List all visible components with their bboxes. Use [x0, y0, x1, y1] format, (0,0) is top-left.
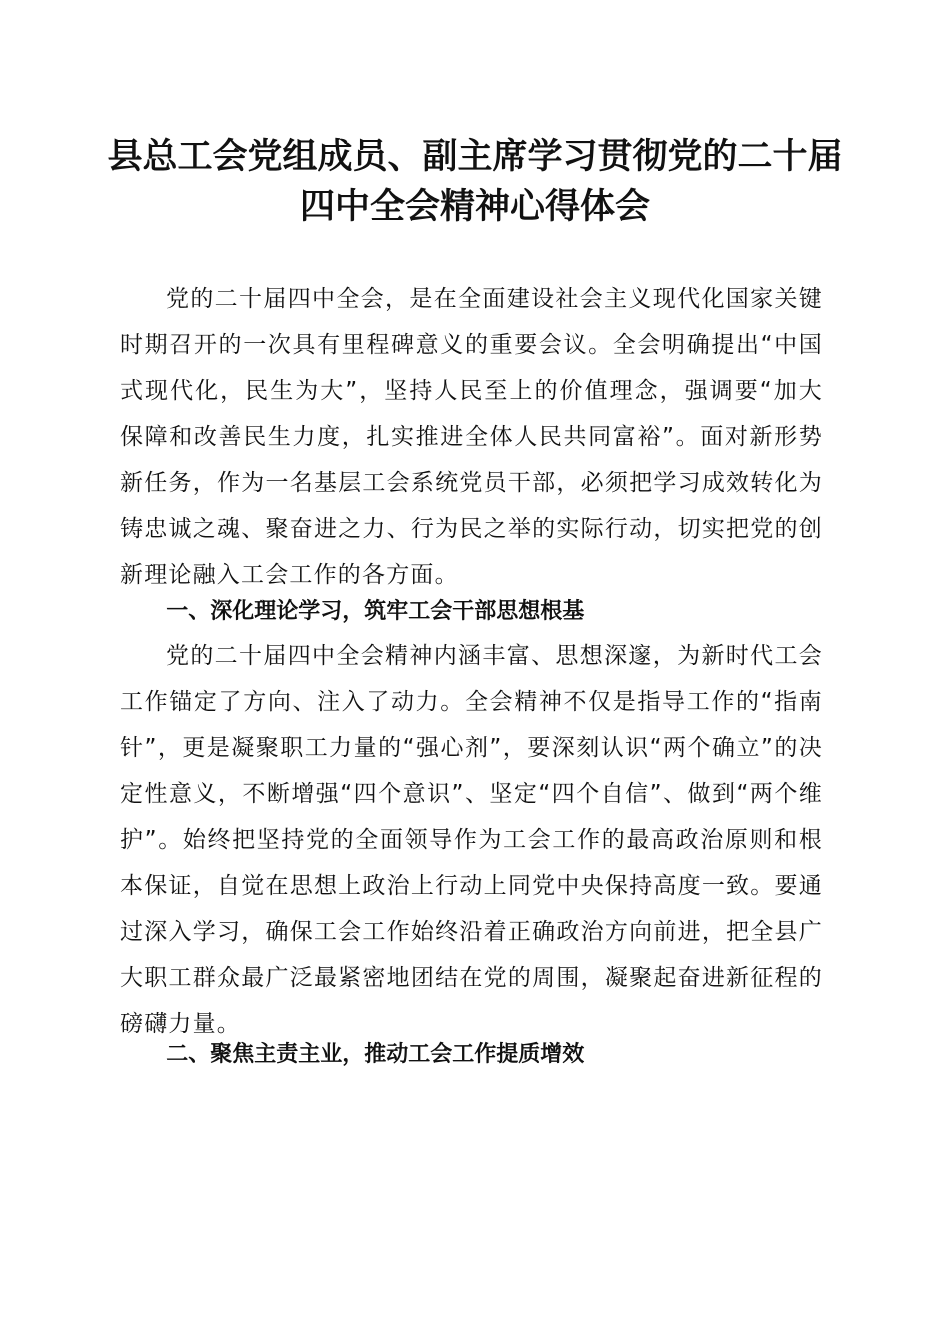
section-heading-2: 二、聚焦主责主业，推动工会工作提质增效	[166, 1042, 585, 1067]
section-1-paragraph: 党的二十届四中全会精神内涵丰富、思想深邃，为新时代工会工作锚定了方向、注入了动力。全会精神不仅是指导工作的“指南针”，更是凝聚职工力量的“强心剂”，要深刻认识“两个确立”的决定性意义，不断增强“四个意识”、坚定“四个自信”、做到“两个维护”。始终把坚持党的全面领导作为工会工作的最高政治原则和根本保证，自觉在思想上政治上行动上同党中央保持高度一致。要通过深入学习，确保工会工作始终沿着正确政治方向前进，把全县广大职工群众最广泛最紧密地团结在党的周围，凝聚起奋进新征程的磅礴力量。	[120, 643, 823, 1037]
section-heading-1: 一、深化理论学习，筑牢工会干部思想根基	[166, 599, 585, 624]
intro-paragraph: 党的二十届四中全会，是在全面建设社会主义现代化国家关键时期召开的一次具有里程碑意义的重要会议。全会明确提出“中国式现代化，民生为大”，坚持人民至上的价值理念，强调要“加大保障和改善民生力度，扎实推进全体人民共同富裕”。面对新形势新任务，作为一名基层工会系统党员干部，必须把学习成效转化为铸忠诚之魂、聚奋进之力、行为民之举的实际行动，切实把党的创新理论融入工会工作的各方面。	[120, 286, 823, 588]
document-title: 县总工会党组成员、副主席学习贯彻党的二十届四中全会精神心得体会	[107, 136, 843, 227]
